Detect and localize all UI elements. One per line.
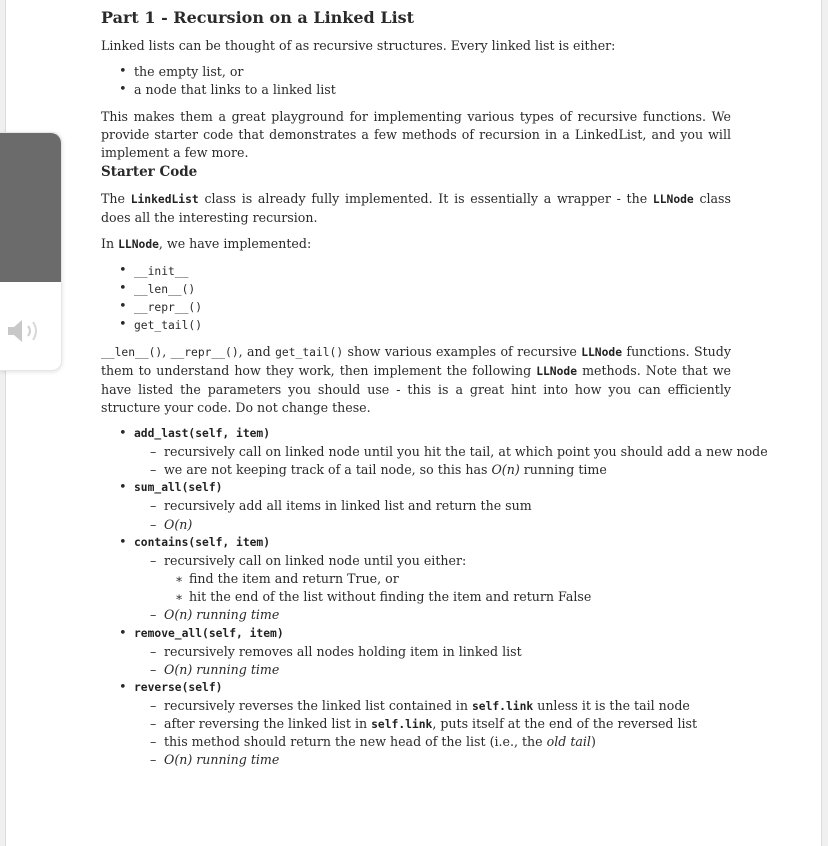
method-reverse: • reverse(self) – recursively reverses the linked list contained in self.link unless it is the tail node – after reversing the linked list in self.link, puts itself at the end of the reversed list – this method should return the new head of the list (i.e., the old tail) – O(n) running time [101, 679, 768, 770]
audio-player-widget[interactable] [0, 132, 62, 371]
list-item: – recursively call on linked node until you either: [101, 552, 768, 570]
list-item: • the empty list, or [101, 63, 336, 81]
page-title: Part 1 - Recursion on a Linked List [101, 8, 415, 27]
implemented-methods-list [101, 262, 202, 334]
method-sum-all: • sum_all(self) – recursively add all items in linked list and return the sum – O(n) [101, 479, 768, 533]
list-item: – O(n) [101, 516, 768, 534]
list-item: ∗ hit the end of the list without finding the item and return False [101, 588, 768, 606]
list-item: – after reversing the linked list in self.link, puts itself at the end of the reversed list [101, 715, 768, 733]
speaker-icon[interactable] [6, 317, 46, 345]
list-item: – recursively reverses the linked list contained in self.link unless it is the tail node [101, 697, 768, 715]
method-contains: • contains(self, item) – recursively call on linked node until you either: ∗ find the item and return True, or ∗ hit the end of the list without finding the item and return False – O(n) running time [101, 534, 768, 625]
either-list [101, 63, 336, 99]
list-item: – O(n) running time [101, 661, 768, 679]
list-item: • __len__() [101, 280, 202, 298]
list-item: • a node that links to a linked list [101, 81, 336, 99]
linkedlist-class-name: LinkedList [130, 193, 199, 206]
audio-widget-header[interactable] [0, 133, 61, 282]
starter-paragraph: The LinkedList class is already fully implemented. It is essentially a wrapper - the LLNode class does all the interesting recursion. [101, 191, 731, 225]
examples-paragraph: __len__(), __repr__(), and get_tail() show various examples of recursive LLNode functions. Study them to understand how they work, then implement the following LLNode methods. Note that we have listed the parameters you should use - this is a great hint into how you can efficiently structure your code. Do not change these. [101, 344, 731, 415]
list-item: – recursively add all items in linked list and return the sum [101, 497, 768, 515]
method-add-last: • add_last(self, item) – recursively call on linked node until you hit the tail, at which point you should add a new node – we are not keeping track of a tail node, so this has O(n) running time [101, 425, 768, 479]
methods-list [101, 425, 768, 770]
list-item: – this method should return the new head of the list (i.e., the old tail) [101, 733, 768, 751]
llnode-class-name: LLNode [652, 193, 694, 206]
list-item: • __repr__() [101, 298, 202, 316]
playground-paragraph: This makes them a great playground for implementing various types of recursive functions. We provide starter code that demonstrates a few methods of recursion in a LinkedList, and you will implement a few more. [101, 109, 731, 160]
list-item: • get_tail() [101, 316, 202, 334]
list-item: – O(n) running time [101, 751, 768, 769]
list-item: – O(n) running time [101, 606, 768, 624]
list-item: ∗ find the item and return True, or [101, 570, 768, 588]
list-item: – recursively removes all nodes holding item in linked list [101, 643, 768, 661]
method-remove-all: • remove_all(self, item) – recursively removes all nodes holding item in linked list – O(n) running time [101, 625, 768, 679]
intro-paragraph: Linked lists can be thought of as recursive structures. Every linked list is either: [101, 38, 616, 53]
list-item: • __init__ [101, 262, 202, 280]
list-item: – recursively call on linked node until you hit the tail, at which point you should add a new node [101, 443, 768, 461]
llnode-class-name: LLNode [118, 238, 159, 251]
list-item: – we are not keeping track of a tail node, so this has O(n) running time [101, 461, 768, 479]
implemented-paragraph: In LLNode, we have implemented: [101, 236, 312, 251]
starter-code-heading: Starter Code [101, 164, 198, 180]
